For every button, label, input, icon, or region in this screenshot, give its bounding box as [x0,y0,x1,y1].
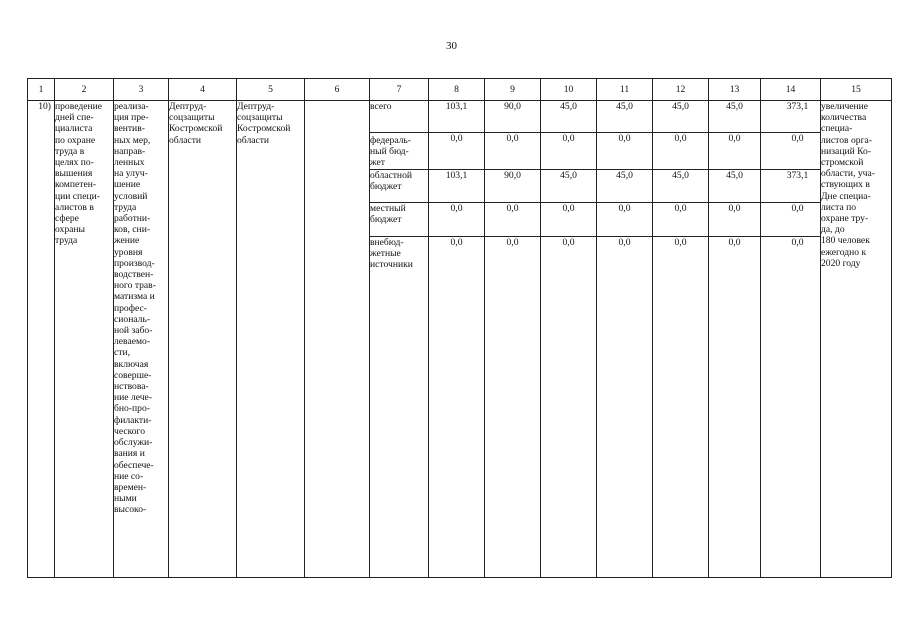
column-header: 6 [305,79,370,101]
cell-text-line: целях по- [55,157,94,169]
cell-text-line: области, уча- [821,168,875,180]
value-cell: 45,0 [653,169,709,202]
purpose-cell [114,101,169,578]
cell-text-line: Дептруд- [237,101,275,112]
cell-text-line: матизма и [114,291,155,303]
cell-text-line: вания и [114,448,145,460]
cell-text-line: сти, [114,347,130,359]
column-header: 5 [237,79,305,101]
cell-text-line: федераль- [370,135,411,146]
cell-text-line: ежегодно к [821,246,867,258]
cell-text-line: да, до [821,224,845,236]
cell-text-line: филакти- [114,414,152,426]
cell-text-line: 180 человек [821,235,870,247]
cell-text-line: ными [114,493,137,505]
cell-text-line: листов орга- [821,134,872,146]
value-cell: 45,0 [541,101,597,133]
cell-text-line: производ- [114,257,155,269]
cell-text-line: специа- [821,123,853,135]
cell-text-line: Костромской [169,123,223,135]
value-cell: 373,1 [761,101,821,133]
value-cell: 0,0 [541,236,597,577]
table-row [28,101,892,133]
cell-text-line: труда в [55,145,85,157]
item-number: 10) [28,101,55,578]
cell-text-line: источники [370,259,413,271]
value-cell: 90,0 [485,169,541,202]
value-cell: 0,0 [429,133,485,170]
value-cell: 0,0 [485,202,541,236]
cell-text-line: соверше- [114,369,152,381]
cell-text-line: работни- [114,213,151,225]
cell-text-line: жет [370,157,385,169]
cell-text-line: реализа- [114,101,149,112]
column-6-cell [305,101,370,578]
value-cell: 0,0 [709,133,761,170]
source-label [370,202,429,236]
cell-text-line: водствен- [114,269,154,281]
column-header: 7 [370,79,429,101]
value-cell: 0,0 [709,236,761,577]
event-cell [55,101,114,578]
value-cell: 103,1 [429,169,485,202]
cell-text-line: по охране [55,134,96,146]
cell-text-line: листа по [821,201,857,213]
column-numbers-row [28,79,892,101]
cell-text-line: бюджет [370,213,402,225]
cell-text-line: труда [114,201,137,213]
cell-text-line: сиональ- [114,313,151,325]
value-cell: 0,0 [541,202,597,236]
executor-cell [169,101,237,578]
value-cell: 45,0 [597,169,653,202]
value-cell: 0,0 [485,133,541,170]
cell-text-line: Дептруд- [169,101,207,112]
column-header: 11 [597,79,653,101]
cell-text-line: жетные [370,247,401,259]
cell-text-line: труда [55,235,78,247]
coexecutor-cell [237,101,305,578]
value-cell: 45,0 [541,169,597,202]
cell-text-line: ческого [114,425,146,437]
cell-text-line: низаций Ко- [821,145,872,157]
cell-text-line: времен- [114,481,147,493]
page-number: 30 [446,40,457,52]
value-cell: 45,0 [597,101,653,133]
cell-text-line: охране тру- [821,213,869,225]
value-cell: 0,0 [761,202,821,236]
value-cell: 45,0 [709,169,761,202]
value-cell: 0,0 [485,236,541,577]
value-cell: 45,0 [653,101,709,133]
cell-text-line: стромской [821,157,864,169]
value-cell: 90,0 [485,101,541,133]
cell-text-line: шение [114,179,141,191]
cell-text-line: нствова- [114,381,149,393]
cell-text-line: включая [114,358,149,370]
value-cell: 103,1 [429,101,485,133]
cell-text-line: бно-про- [114,403,150,415]
cell-text-line: ков, сни- [114,224,151,236]
cell-text-line: ции специ- [55,190,100,202]
cell-text-line: обеспече- [114,459,154,471]
value-cell: 0,0 [761,236,821,577]
cell-text-line: сфере [55,213,79,225]
cell-text-line: циалиста [55,123,93,135]
column-header: 8 [429,79,485,101]
column-header: 13 [709,79,761,101]
value-cell: 0,0 [597,236,653,577]
cell-text-line: высоко- [114,504,147,516]
cell-text-line: условий [114,190,148,202]
cell-text-line: направ- [114,145,146,157]
cell-text-line: соцзащиты [237,112,283,124]
cell-text-line: 2020 году [821,257,861,269]
value-cell: 0,0 [653,133,709,170]
result-cell [821,101,892,578]
cell-text-line: проведение [55,101,102,112]
cell-text-line: уровня [114,246,143,258]
value-cell: 373,1 [761,169,821,202]
value-cell: 0,0 [761,133,821,170]
cell-text-line: профес- [114,302,147,314]
cell-text-line: обслужи- [114,437,153,449]
value-cell: 0,0 [429,236,485,577]
cell-text-line: ный бюд- [370,146,409,158]
cell-text-line: вышения [55,168,93,180]
value-cell: 45,0 [709,101,761,133]
cell-text-line: области [237,134,270,146]
cell-text-line: ных мер, [114,134,151,146]
cell-text-line: ние лече- [114,392,153,404]
cell-text-line: местный [370,202,406,214]
column-header: 3 [114,79,169,101]
column-header: 1 [28,79,55,101]
cell-text-line: области [169,134,202,146]
value-cell: 0,0 [597,202,653,236]
column-header: 4 [169,79,237,101]
value-cell: 0,0 [653,236,709,577]
value-cell: 0,0 [541,133,597,170]
cell-text-line: Дне специа- [821,190,871,202]
cell-text-line: алистов в [55,201,94,213]
cell-text-line: соцзащиты [169,112,215,124]
cell-text-line: компетен- [55,179,97,191]
cell-text-line: дней спе- [55,112,94,124]
program-table [27,78,892,578]
source-label [370,101,429,133]
cell-text-line: на улуч- [114,168,148,180]
cell-text-line: бюджет [370,180,402,192]
value-cell: 0,0 [429,202,485,236]
cell-text-line: леваемо- [114,336,151,348]
value-cell: 0,0 [709,202,761,236]
source-label [370,133,429,170]
cell-text-line: количества [821,112,867,124]
cell-text-line: ция пре- [114,112,149,124]
column-header: 10 [541,79,597,101]
source-label [370,236,429,577]
cell-text-line: вентив- [114,123,145,135]
cell-text-line: ного трав- [114,280,156,292]
column-header: 9 [485,79,541,101]
cell-text-line: жение [114,235,140,247]
cell-text-line: всего [370,101,392,112]
cell-text-line: ние со- [114,470,144,482]
column-header: 15 [821,79,892,101]
column-header: 12 [653,79,709,101]
value-cell: 0,0 [653,202,709,236]
value-cell: 0,0 [597,133,653,170]
cell-text-line: ствующих в [821,179,870,191]
cell-text-line: ной забо- [114,325,153,337]
cell-text-line: внебюд- [370,236,404,248]
cell-text-line: ленных [114,157,145,169]
cell-text-line: увеличение [821,101,869,112]
cell-text-line: охраны [55,224,85,236]
cell-text-line: областной [370,169,413,181]
column-header: 14 [761,79,821,101]
cell-text-line: Костромской [237,123,291,135]
source-label [370,169,429,202]
column-header: 2 [55,79,114,101]
